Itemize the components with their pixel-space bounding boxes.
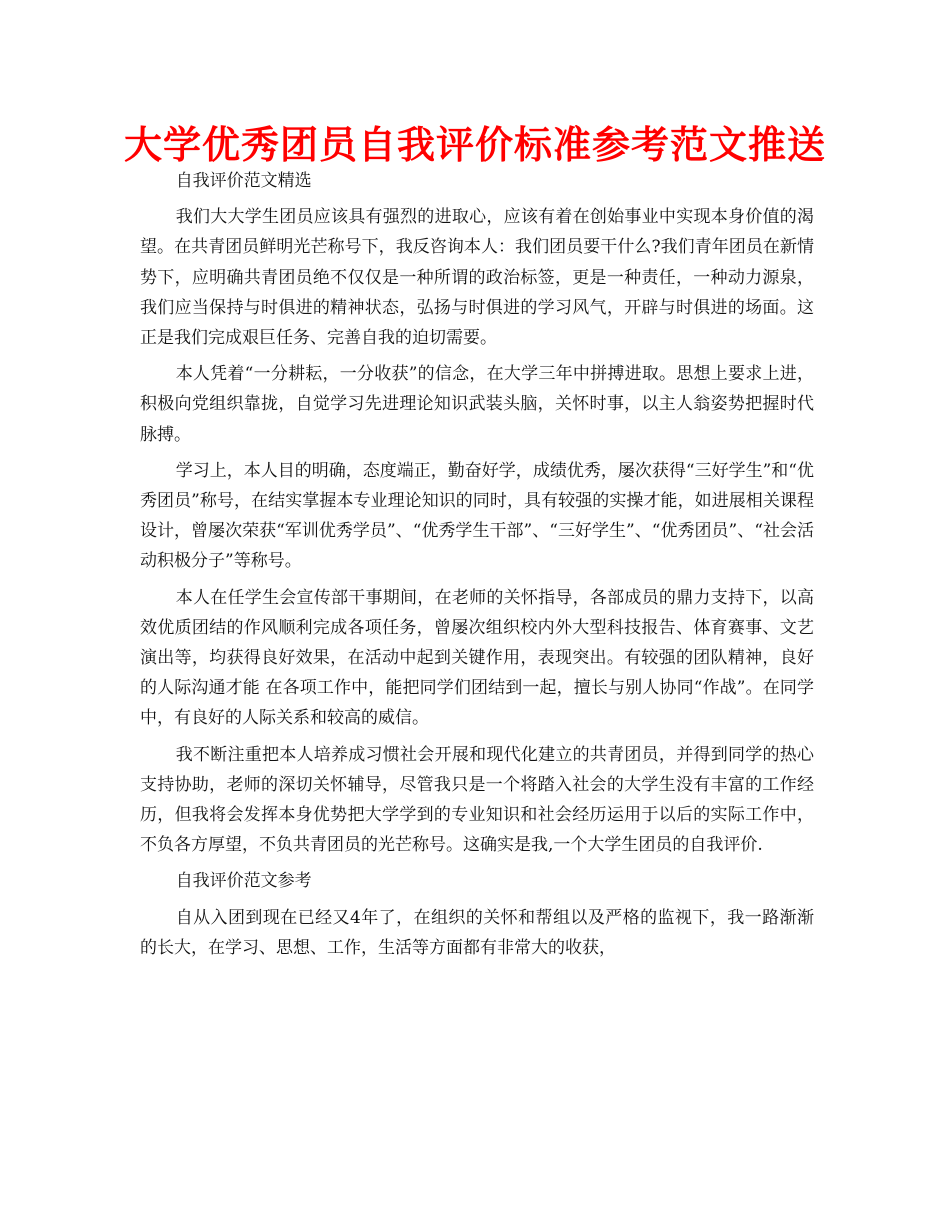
body-paragraph: 自从入团到现在已经又4年了，在组织的关怀和帮组以及严格的监视下，我一路渐渐的长大，在学习、思想、工作，生活等方面都有非常大的收获， <box>140 907 814 958</box>
body-paragraph: 我们大大学生团员应该具有强烈的进取心，应该有着在创始事业中实现本身价值的渴望。在共青团员鲜明光芒称号下，我反咨询本人：我们团员要干什么?我们青年团员在新情势下，应明确共青团员绝不仅仅是一种所谓的政治标签，更是一种责任，一种动力源泉，我们应当保持与时俱进的精神状态，弘扬与时俱进的学习风气，开辟与时俱进的场面。这正是我们完成艰巨任务、完善自我的迫切需要。 <box>140 207 814 349</box>
document-body <box>140 166 814 969</box>
body-paragraph: 学习上，本人目的明确，态度端正，勤奋好学，成绩优秀，屡次获得“三好学生”和“优秀团员”称号，在结实掌握本专业理论知识的同时，具有较强的实操才能，如进展相关课程设计，曾屡次荣获“军训优秀学员”、“优秀学生干部”、“三好学生”、“优秀团员”、“社会活动积极分子”等称号。 <box>140 460 814 572</box>
section-heading-selected: 自我评价范文精选 <box>175 171 312 191</box>
body-paragraph: 我不断注重把本人培养成习惯社会开展和现代化建立的共青团员，并得到同学的热心支持协助，老师的深切关怀辅导，尽管我只是一个将踏入社会的大学生没有丰富的工作经历，但我将会发挥本身优势把大学学到的专业知识和社会经历运用于以后的实际工作中，不负各方厚望，不负共青团员的光芒称号。这确实是我,一个大学生团员的自我评价. <box>140 744 814 856</box>
section-heading-reference: 自我评价范文参考 <box>175 871 312 892</box>
body-paragraph: 本人在任学生会宣传部干事期间，在老师的关怀指导，各部成员的鼎力支持下，以高效优质团结的作风顺利完成各项任务，曾屡次组织校内外大型科技报告、体育赛事、文艺演出等，均获得良好效果，在活动中起到关键作用，表现突出。有较强的团队精神，良好的人际沟通才能 在各项工作中，能把同学们团结到一起，擅长与别人协同“作战”。在同学中，有良好的人际关系和较高的威信。 <box>140 587 814 729</box>
document-title: 大学优秀团员自我评价标准参考范文推送 <box>123 123 826 167</box>
body-paragraph: 本人凭着“一分耕耘，一分收获”的信念，在大学三年中拼搏进取。思想上要求上进，积极向党组织靠拢，自觉学习先进理论知识武装头脑，关怀时事，以主人翁姿势把握时代脉搏。 <box>140 364 814 445</box>
